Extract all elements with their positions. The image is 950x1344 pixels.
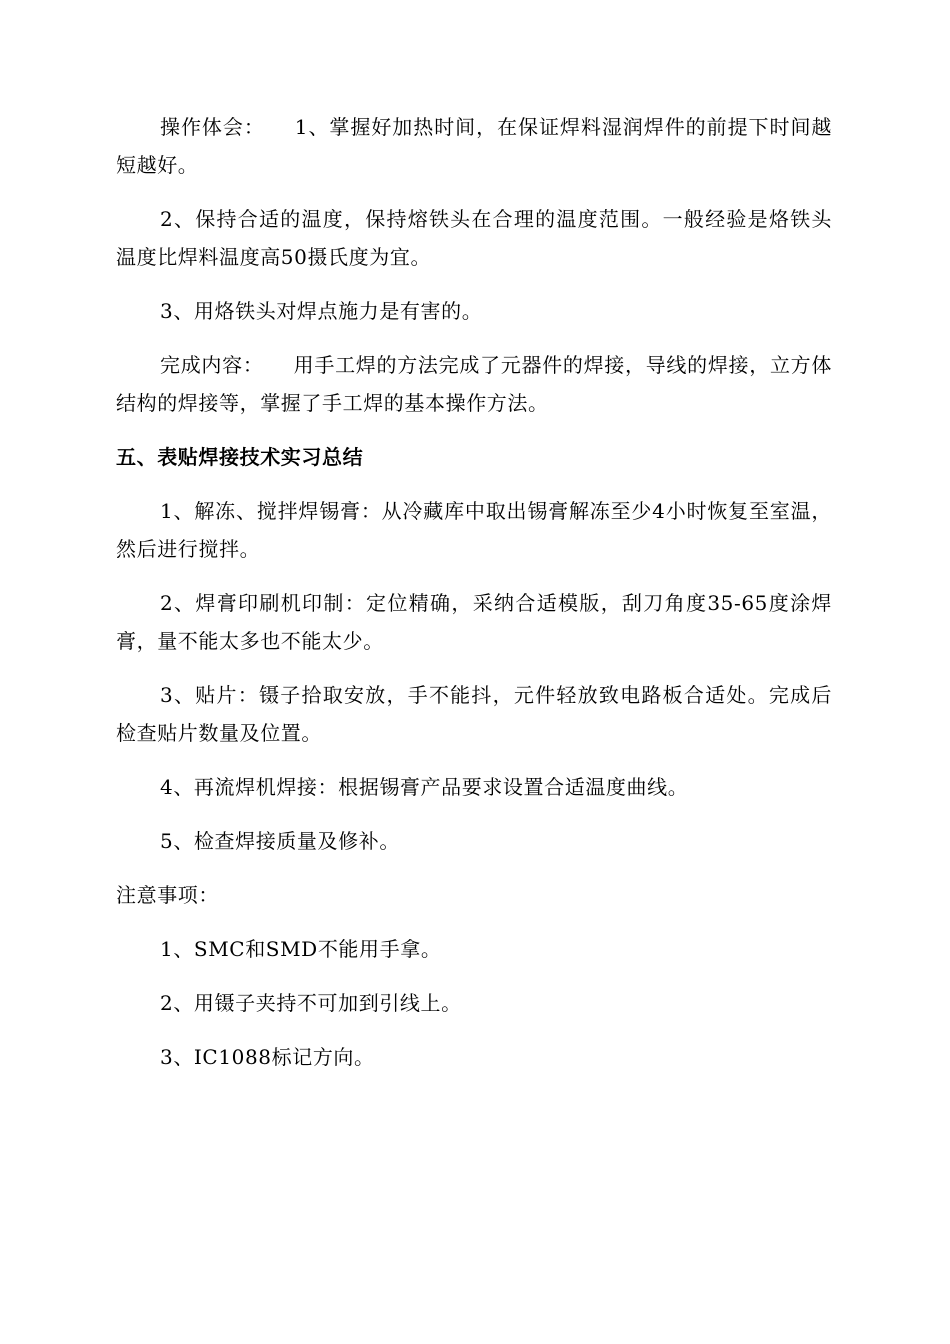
step-paragraph-1: 1、解冻、搅拌焊锡膏：从冷藏库中取出锡膏解冻至少4小时恢复至室温，然后进行搅拌。 xyxy=(116,499,832,561)
completion-label: 完成内容： xyxy=(160,353,264,377)
step-paragraph-3: 3、贴片：镊子拾取安放，手不能抖，元件轻放致电路板合适处。完成后检查贴片数量及位置。 xyxy=(116,683,832,745)
experience-paragraph-2: 2、保持合适的温度，保持熔铁头在合理的温度范围。一般经验是烙铁头温度比焊料温度高50摄氏度为宜。 xyxy=(116,207,832,269)
note-item-3: 3、IC1088标记方向。 xyxy=(160,1045,375,1069)
section-heading: 五、表贴焊接技术实习总结 xyxy=(116,445,364,469)
experience-paragraph-1 xyxy=(116,108,832,184)
experience-point-1: 1、掌握好加热时间，在保证焊料湿润焊件的前提下时间越短越好。 xyxy=(116,115,832,177)
document-body xyxy=(116,108,832,1092)
step-paragraph-2: 2、焊膏印刷机印制：定位精确，采纳合适模版，刮刀角度35-65度涂焊膏，量不能太多也不能太少。 xyxy=(116,591,832,653)
step-paragraph-4: 4、再流焊机焊接：根据锡膏产品要求设置合适温度曲线。 xyxy=(160,775,689,799)
experience-label: 操作体会： xyxy=(160,115,265,139)
completion-paragraph xyxy=(116,346,832,422)
notes-label: 注意事项： xyxy=(116,883,219,907)
note-item-2: 2、用镊子夹持不可加到引线上。 xyxy=(160,991,462,1015)
step-paragraph-5: 5、检查焊接质量及修补。 xyxy=(160,829,400,853)
completion-text: 用手工焊的方法完成了元器件的焊接，导线的焊接，立方体结构的焊接等，掌握了手工焊的基本操作方法。 xyxy=(116,353,832,415)
note-item-1: 1、SMC和SMD不能用手拿。 xyxy=(160,937,442,961)
experience-paragraph-3: 3、用烙铁头对焊点施力是有害的。 xyxy=(160,299,483,323)
